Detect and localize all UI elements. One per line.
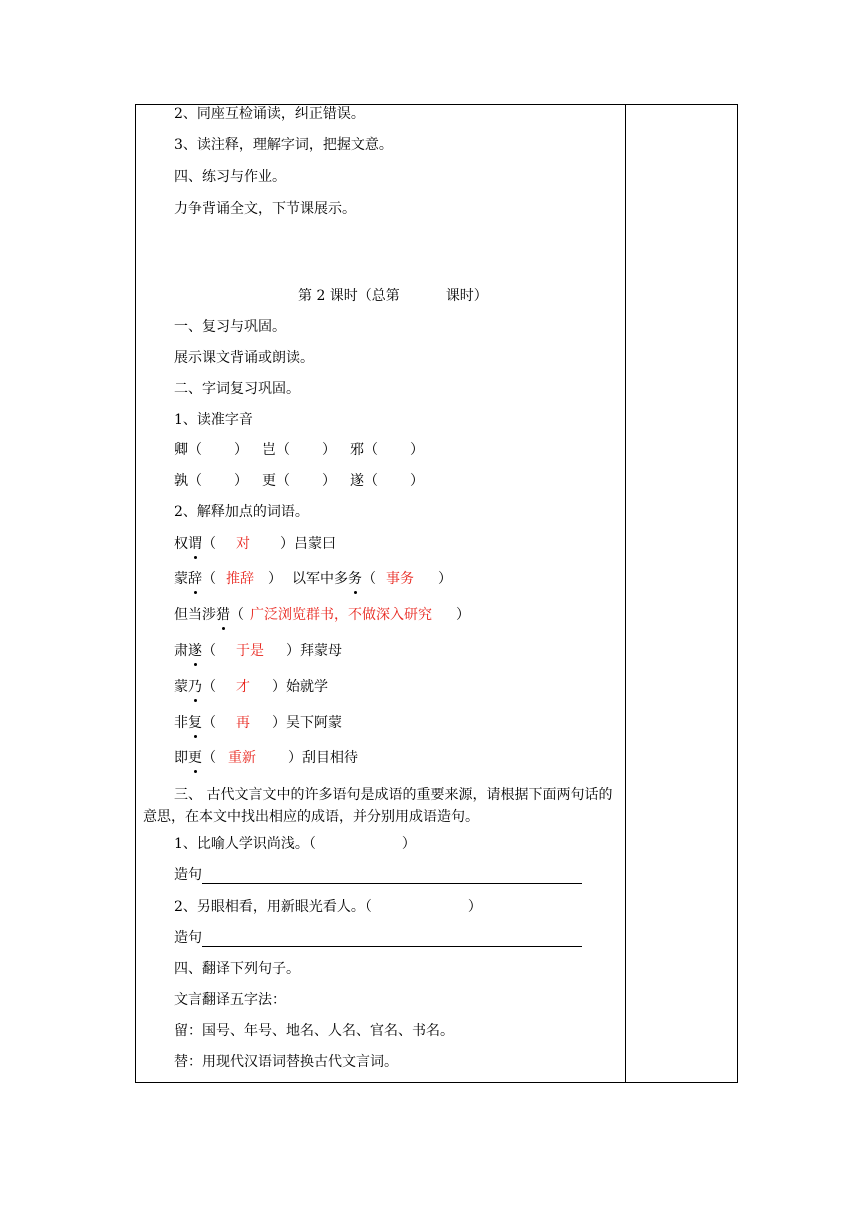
answer-underline bbox=[202, 931, 582, 947]
lesson-2-heading-a: 第 2 课时（总第 bbox=[298, 288, 400, 304]
answer: 对 bbox=[236, 536, 250, 552]
answer: 广泛浏览群书，不做深入研究 bbox=[250, 607, 432, 623]
explain-text: 非 bbox=[174, 715, 188, 731]
bracket: （ bbox=[202, 643, 216, 659]
dotted-word: 辞 bbox=[188, 571, 202, 587]
explain-row-7 bbox=[174, 749, 358, 767]
explain-text: 蒙 bbox=[174, 679, 188, 695]
method-title: 文言翻译五字法： bbox=[174, 992, 286, 1008]
question-text: 2、另眼相看，用新眼光看人。（ bbox=[174, 899, 372, 915]
bracket: ） bbox=[467, 899, 482, 915]
pron-item: 卿（ bbox=[174, 442, 202, 458]
explain-text: 吕蒙曰 bbox=[294, 536, 336, 552]
answer: 于是 bbox=[236, 643, 264, 659]
sentence-label: 造句 bbox=[174, 930, 202, 946]
sentence-label: 造句 bbox=[174, 867, 202, 883]
explain-text: 蒙 bbox=[174, 571, 188, 587]
pron-item: 更（ bbox=[262, 473, 290, 489]
pron-item: 孰（ bbox=[174, 473, 202, 489]
bracket: （ bbox=[202, 715, 216, 731]
bracket: （ bbox=[230, 607, 244, 623]
sentence-line-1 bbox=[174, 866, 582, 884]
explain-row-6 bbox=[174, 714, 342, 732]
step-2-line: 2、同座互检诵读，纠正错误。 bbox=[174, 106, 365, 122]
bracket: （ bbox=[202, 571, 216, 587]
explain-text: 刮目相待 bbox=[302, 750, 358, 766]
pronunciation-title: 1、读准字音 bbox=[174, 412, 253, 428]
pron-item: 邪（ bbox=[350, 442, 378, 458]
pronunciation-row-1 bbox=[174, 441, 424, 459]
question-1 bbox=[174, 835, 416, 853]
homework-text: 力争背诵全文，下节课展示。 bbox=[174, 201, 356, 217]
bracket: ） bbox=[280, 536, 294, 552]
explain-row-3 bbox=[174, 606, 470, 624]
explain-row-4 bbox=[174, 642, 342, 660]
answer: 才 bbox=[236, 679, 250, 695]
question-text: 1、比喻人学识尚浅。（ bbox=[174, 836, 316, 852]
explain-row-1 bbox=[174, 535, 336, 553]
explain-row-2 bbox=[174, 570, 452, 588]
pron-item: ） bbox=[234, 442, 248, 458]
pron-item: ） bbox=[410, 473, 424, 489]
explain-text: 即 bbox=[174, 750, 188, 766]
sentence-line-2 bbox=[174, 929, 582, 947]
section-4-heading: 四、翻译下列句子。 bbox=[174, 961, 300, 977]
explain-text: 权 bbox=[174, 536, 188, 552]
dotted-word: 更 bbox=[188, 750, 202, 766]
method-ti: 替：用现代汉语词替换古代文言词。 bbox=[174, 1054, 398, 1070]
section-3-paragraph: 三、 古代文言文中的许多语句是成语的重要来源，请根据下面两句话的意思，在本文中找出相应的成语，并分别用成语造句。 bbox=[143, 787, 613, 825]
explain-title: 2、解释加点的词语。 bbox=[174, 504, 309, 520]
bracket: （ bbox=[202, 679, 216, 695]
bracket: （ bbox=[202, 750, 216, 766]
lesson-2-heading-b: 课时） bbox=[445, 288, 488, 304]
explain-text: 拜蒙母 bbox=[300, 643, 342, 659]
bracket: ） bbox=[272, 715, 286, 731]
explain-text: 但当涉 bbox=[174, 607, 216, 623]
pron-item: ） bbox=[410, 442, 424, 458]
pron-item: ） bbox=[322, 473, 336, 489]
bracket: ） bbox=[272, 679, 286, 695]
section-1-text: 展示课文背诵或朗读。 bbox=[174, 350, 314, 366]
pron-item: ） bbox=[322, 442, 336, 458]
answer: 再 bbox=[236, 715, 250, 731]
bracket: ） bbox=[456, 607, 470, 623]
answer: 推辞 bbox=[226, 571, 254, 587]
dotted-word: 猎 bbox=[216, 607, 230, 623]
dotted-word: 谓 bbox=[188, 536, 202, 552]
question-2 bbox=[174, 898, 482, 916]
pron-item: ） bbox=[234, 473, 248, 489]
section-1-heading: 一、复习与巩固。 bbox=[174, 319, 286, 335]
homework-heading: 四、练习与作业。 bbox=[174, 169, 286, 185]
bracket: ） bbox=[438, 571, 452, 587]
pronunciation-row-2 bbox=[174, 472, 424, 490]
section-2-heading: 二、字词复习巩固。 bbox=[174, 381, 300, 397]
explain-text: 肃 bbox=[174, 643, 188, 659]
lesson-2-heading bbox=[298, 287, 488, 305]
explain-text: 以军中多 bbox=[292, 571, 348, 587]
explain-row-5 bbox=[174, 678, 328, 696]
bracket: ） bbox=[288, 750, 302, 766]
notes-column-divider bbox=[625, 104, 626, 1083]
bracket: ） bbox=[401, 836, 416, 852]
dotted-word: 遂 bbox=[188, 643, 202, 659]
pron-item: 岂（ bbox=[262, 442, 290, 458]
method-liu: 留：国号、年号、地名、人名、官名、书名。 bbox=[174, 1023, 454, 1039]
explain-text: 始就学 bbox=[286, 679, 328, 695]
bracket: ） bbox=[268, 571, 282, 587]
answer: 事务 bbox=[386, 571, 414, 587]
dotted-word: 乃 bbox=[188, 679, 202, 695]
answer-underline bbox=[202, 868, 582, 884]
dotted-word: 务 bbox=[348, 571, 362, 587]
pron-item: 遂（ bbox=[350, 473, 378, 489]
explain-text: 吴下阿蒙 bbox=[286, 715, 342, 731]
dotted-word: 复 bbox=[188, 715, 202, 731]
bracket: ） bbox=[286, 643, 300, 659]
answer: 重新 bbox=[228, 750, 256, 766]
bracket: （ bbox=[202, 536, 216, 552]
step-3-line: 3、读注释，理解字词，把握文意。 bbox=[174, 137, 393, 153]
bracket: （ bbox=[362, 571, 376, 587]
